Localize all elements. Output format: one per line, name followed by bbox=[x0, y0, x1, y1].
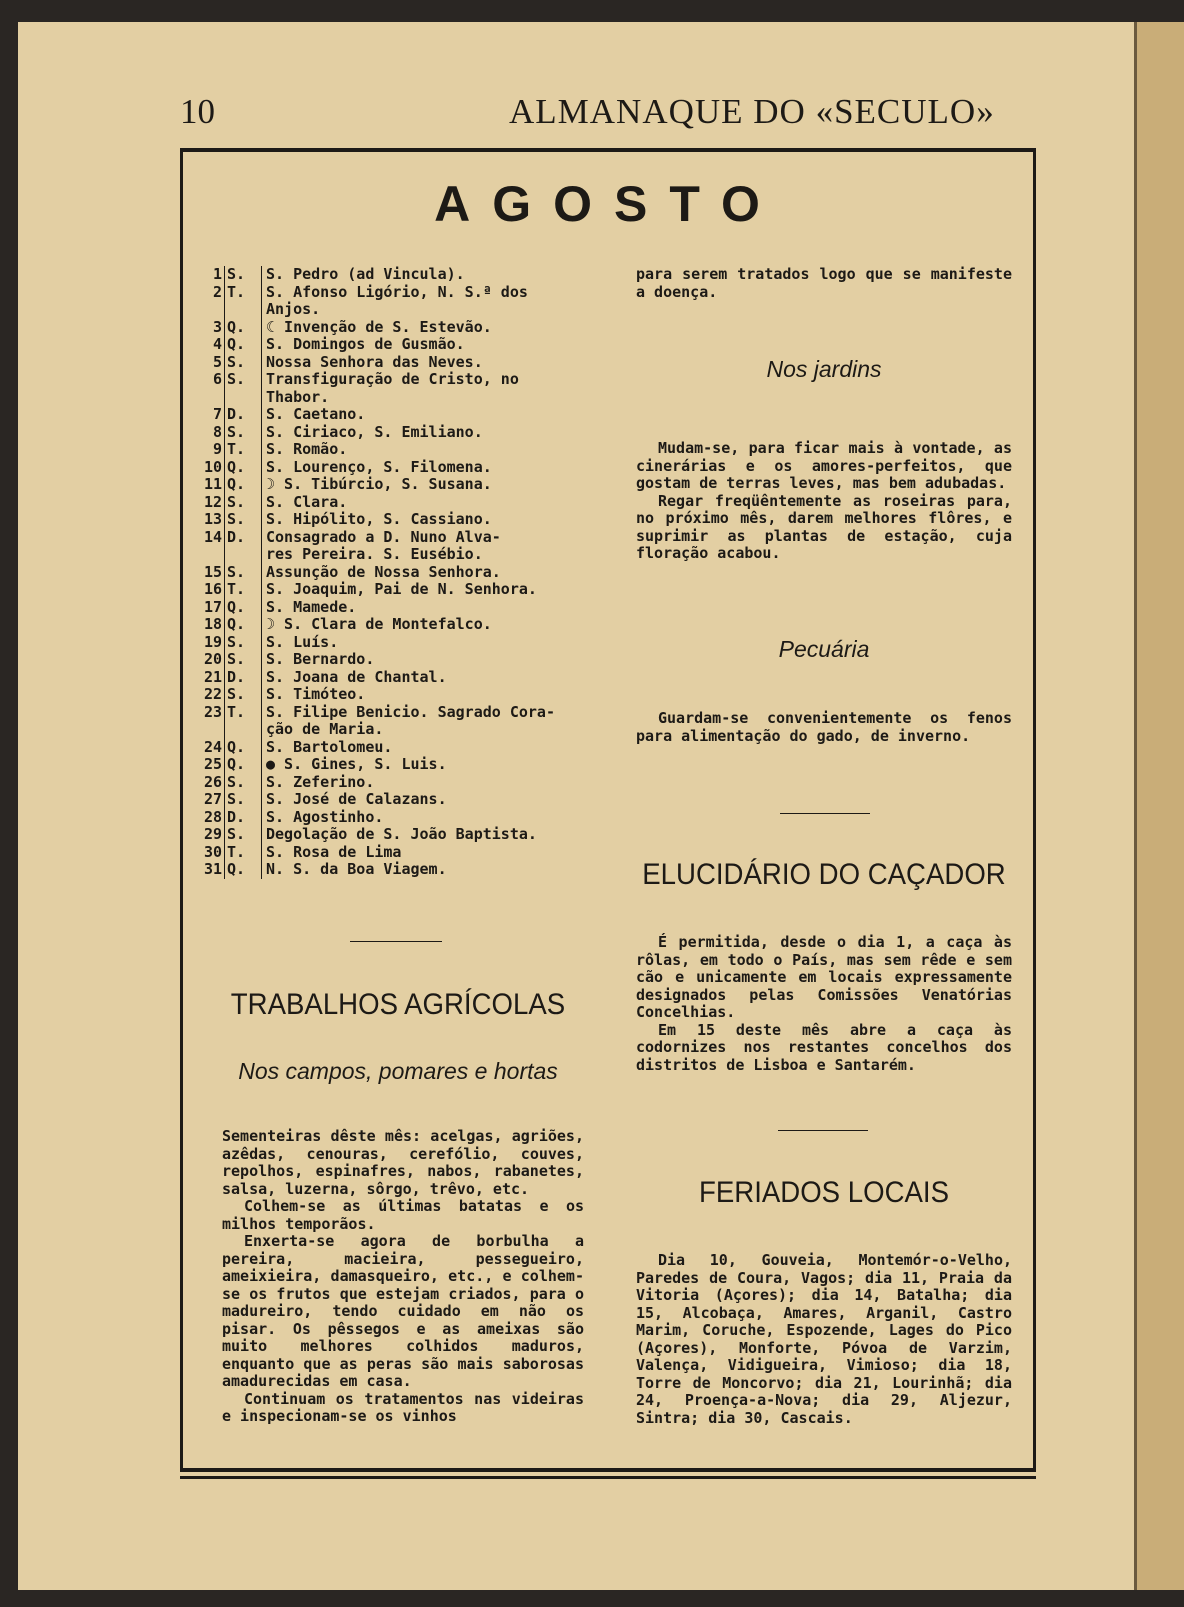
calendar-saint: S. Luís. bbox=[261, 634, 600, 652]
calendar-saint: N. S. da Boa Viagem. bbox=[261, 861, 600, 879]
calendar-day-number: 7 bbox=[212, 405, 222, 423]
calendar-saint: ☽ S. Tibúrcio, S. Susana. bbox=[261, 476, 600, 494]
calendar-row bbox=[200, 651, 600, 669]
page-number: 10 bbox=[180, 92, 215, 131]
calendar-row bbox=[200, 284, 600, 302]
cacador-heading: ELUCIDÁRIO DO CAÇADOR bbox=[642, 858, 1006, 891]
calendar-day-number: 1 bbox=[212, 265, 222, 283]
calendar-row bbox=[200, 564, 600, 582]
jardins-section bbox=[636, 440, 1012, 563]
calendar-row bbox=[200, 354, 600, 372]
running-title: ALMANAQUE DO «SECULO» bbox=[509, 92, 995, 131]
cacador-paragraph-2: Em 15 deste mês abre a caça às codornizes nos restantes concelhos dos distritos de Lisboa e Santarém. bbox=[636, 1020, 1012, 1074]
calendar-day-number: 18 bbox=[203, 615, 222, 633]
calendar-saint: S. Joaquim, Pai de N. Senhora. bbox=[261, 581, 600, 599]
jardins-heading: Nos jardins bbox=[766, 356, 882, 382]
calendar-saint: ção de Maria. bbox=[261, 721, 600, 739]
calendar-day-number: 6 bbox=[212, 370, 222, 388]
calendar-saint: S. Agostinho. bbox=[261, 809, 600, 827]
calendar-saint: Transfiguração de Cristo, no bbox=[261, 371, 600, 389]
calendar-weekday: S. bbox=[224, 791, 261, 809]
calendar-day-number: 14 bbox=[203, 527, 222, 546]
section-divider bbox=[778, 1130, 868, 1131]
calendar-row bbox=[200, 774, 600, 792]
calendar-row bbox=[200, 459, 600, 477]
calendar-day-number: 5 bbox=[212, 352, 222, 371]
calendar-weekday: D. bbox=[224, 406, 261, 424]
calendar-day-number: 4 bbox=[212, 335, 222, 353]
calendar-day-number: 12 bbox=[203, 492, 222, 511]
calendar-weekday: Q. bbox=[224, 336, 261, 354]
calendar-weekday: T. bbox=[224, 284, 261, 302]
calendar-saint: ● S. Gines, S. Luis. bbox=[261, 756, 600, 774]
calendar-saint: S. Filipe Benicio. Sagrado Cora- bbox=[261, 704, 600, 722]
calendar-saint: S. Lourenço, S. Filomena. bbox=[261, 459, 600, 477]
calendar-weekday: Q. bbox=[224, 319, 261, 337]
calendar-day-number: 31 bbox=[203, 860, 222, 878]
cacador-section bbox=[636, 934, 1012, 1074]
calendar-row bbox=[200, 371, 600, 389]
feriados-paragraph-1: Dia 10, Gouveia, Montemór-o-Velho, Paredes de Coura, Vagos; dia 11, Praia da Vitoria (Açores); dia 14, Batalha; dia 15, Alcobaça, Amares, Arganil, Castro Marim, Coruche, Espozende, Lages do Pico (Açores), Monforte, Póvoa de Varzim, Valença, Vidigueira, Vimioso; dia 18, Torre de Moncorvo; dia 21, Lourinhã; dia 24, Proença-a-Nova; dia 29, Aljezur, Sintra; dia 30, Cascais. bbox=[636, 1251, 1012, 1427]
calendar-weekday: S. bbox=[224, 266, 261, 284]
calendar-row bbox=[200, 301, 600, 319]
calendar-day-number bbox=[200, 389, 224, 407]
feriados-heading: FERIADOS LOCAIS bbox=[698, 1176, 949, 1209]
calendar-weekday: T. bbox=[224, 704, 261, 722]
calendar-day-number: 17 bbox=[203, 597, 222, 616]
calendar-weekday: Q. bbox=[224, 756, 261, 774]
calendar-weekday: S. bbox=[224, 424, 261, 442]
calendar-weekday: S. bbox=[224, 494, 261, 512]
calendar-saint: S. Caetano. bbox=[261, 406, 600, 424]
calendar-row bbox=[200, 634, 600, 652]
agricolas-paragraph-1: Sementeiras dêste mês: acelgas, agriões, azêdas, cenouras, cerefólio, couves, repolhos, espinafres, nabos, rabanetes, salsa, luzerna, sôrgo, trêvo, etc. bbox=[222, 1127, 584, 1198]
calendar-day-number bbox=[200, 546, 224, 564]
calendar-row bbox=[200, 529, 600, 547]
calendar-row bbox=[200, 844, 600, 862]
agricolas-heading: TRABALHOS AGRÍCOLAS bbox=[230, 988, 566, 1021]
calendar-weekday: S. bbox=[224, 774, 261, 792]
feriados-section bbox=[636, 1252, 1012, 1427]
agricolas-paragraph-2: Colhem-se as últimas batatas e os milhos temporãos. bbox=[222, 1197, 584, 1233]
calendar-row bbox=[200, 809, 600, 827]
calendar-row bbox=[200, 616, 600, 634]
calendar-day-number: 23 bbox=[203, 702, 222, 721]
calendar-day-number: 8 bbox=[212, 422, 222, 441]
calendar-weekday: S. bbox=[224, 511, 261, 529]
calendar-weekday: S. bbox=[224, 634, 261, 652]
calendar-weekday: Q. bbox=[224, 476, 261, 494]
calendar-saint: S. José de Calazans. bbox=[261, 791, 600, 809]
calendar-row bbox=[200, 861, 600, 879]
calendar-row bbox=[200, 266, 600, 284]
calendar-row bbox=[200, 546, 600, 564]
calendar-weekday: S. bbox=[224, 686, 261, 704]
calendar-row bbox=[200, 494, 600, 512]
calendar-row bbox=[200, 319, 600, 337]
frame-bottom-rule bbox=[180, 1468, 1036, 1479]
calendar-row bbox=[200, 721, 600, 739]
calendar-weekday: S. bbox=[224, 371, 261, 389]
calendar-row bbox=[200, 791, 600, 809]
calendar-weekday: D. bbox=[224, 809, 261, 827]
calendar-saint: S. Ciriaco, S. Emiliano. bbox=[261, 424, 600, 442]
calendar-day-number: 9 bbox=[212, 440, 222, 458]
pecuaria-section bbox=[636, 710, 1012, 745]
calendar-day-number: 11 bbox=[203, 475, 222, 493]
calendar-saint: S. Rosa de Lima bbox=[261, 844, 600, 862]
calendar-weekday: S. bbox=[224, 651, 261, 669]
agricolas-paragraph-4: Continuam os tratamentos nas videiras e inspecionam-se os vinhos bbox=[222, 1389, 584, 1425]
calendar-day-number: 20 bbox=[203, 650, 222, 668]
calendar-weekday: S. bbox=[224, 354, 261, 372]
calendar-day-number: 29 bbox=[203, 825, 222, 843]
calendar-weekday bbox=[224, 301, 261, 319]
calendar-row bbox=[200, 336, 600, 354]
calendar-saint: S. Domingos de Gusmão. bbox=[261, 336, 600, 354]
calendar-weekday: Q. bbox=[224, 739, 261, 757]
calendar-saint: Consagrado a D. Nuno Alva- bbox=[261, 529, 600, 547]
calendar-weekday: Q. bbox=[224, 599, 261, 617]
calendar-row bbox=[200, 704, 600, 722]
saints-calendar bbox=[200, 266, 600, 879]
calendar-saint: S. Afonso Ligório, N. S.ª dos bbox=[261, 284, 600, 302]
continued-paragraph: para serem tratados logo que se manifeste a doença. bbox=[636, 265, 1012, 301]
calendar-day-number: 19 bbox=[203, 632, 222, 651]
calendar-row bbox=[200, 424, 600, 442]
calendar-saint: ☾ Invenção de S. Estevão. bbox=[261, 319, 600, 337]
calendar-day-number: 16 bbox=[203, 580, 222, 598]
section-divider bbox=[350, 941, 442, 942]
calendar-row bbox=[200, 826, 600, 844]
calendar-saint: ☽ S. Clara de Montefalco. bbox=[261, 616, 600, 634]
calendar-row bbox=[200, 441, 600, 459]
calendar-row bbox=[200, 756, 600, 774]
calendar-weekday bbox=[224, 546, 261, 564]
section-divider bbox=[780, 813, 870, 814]
pecuaria-paragraph-1: Guardam-se convenientemente os fenos para alimentação do gado, de inverno. bbox=[636, 709, 1012, 745]
jardins-paragraph-1: Mudam-se, para ficar mais à vontade, as cinerárias e os amores-perfeitos, que gostam de terras leves, mas bem adubadas. bbox=[636, 439, 1012, 492]
calendar-weekday: Q. bbox=[224, 861, 261, 879]
calendar-saint: S. Clara. bbox=[261, 494, 600, 512]
calendar-day-number: 26 bbox=[203, 772, 222, 791]
calendar-saint: S. Bartolomeu. bbox=[261, 739, 600, 757]
calendar-day-number bbox=[200, 721, 224, 739]
calendar-weekday: T. bbox=[224, 441, 261, 459]
calendar-day-number: 30 bbox=[203, 842, 222, 861]
calendar-weekday: S. bbox=[224, 826, 261, 844]
agricolas-section bbox=[222, 1128, 584, 1426]
calendar-day-number: 2 bbox=[212, 282, 222, 301]
calendar-row bbox=[200, 581, 600, 599]
calendar-weekday bbox=[224, 721, 261, 739]
calendar-row bbox=[200, 669, 600, 687]
calendar-weekday: D. bbox=[224, 529, 261, 547]
calendar-day-number: 3 bbox=[212, 317, 222, 336]
calendar-row bbox=[200, 406, 600, 424]
calendar-saint: S. Timóteo. bbox=[261, 686, 600, 704]
calendar-saint: res Pereira. S. Eusébio. bbox=[261, 546, 600, 564]
calendar-day-number: 21 bbox=[203, 667, 222, 686]
calendar-day-number: 13 bbox=[203, 510, 222, 528]
agricolas-subheading: Nos campos, pomares e hortas bbox=[238, 1058, 558, 1084]
calendar-weekday: S. bbox=[224, 564, 261, 582]
calendar-day-number: 10 bbox=[203, 457, 222, 476]
calendar-saint: S. Hipólito, S. Cassiano. bbox=[261, 511, 600, 529]
calendar-day-number: 25 bbox=[203, 755, 222, 773]
calendar-weekday: D. bbox=[224, 669, 261, 687]
calendar-weekday: T. bbox=[224, 844, 261, 862]
calendar-saint: Thabor. bbox=[261, 389, 600, 407]
month-title: AGOSTO bbox=[434, 176, 782, 232]
calendar-row bbox=[200, 599, 600, 617]
calendar-row bbox=[200, 686, 600, 704]
calendar-saint: Anjos. bbox=[261, 301, 600, 319]
calendar-saint: S. Romão. bbox=[261, 441, 600, 459]
calendar-saint: Assunção de Nossa Senhora. bbox=[261, 564, 600, 582]
calendar-day-number: 22 bbox=[203, 685, 222, 703]
calendar-saint: S. Pedro (ad Vincula). bbox=[261, 266, 600, 284]
calendar-weekday bbox=[224, 389, 261, 407]
calendar-row bbox=[200, 739, 600, 757]
calendar-saint: S. Mamede. bbox=[261, 599, 600, 617]
calendar-saint: S. Zeferino. bbox=[261, 774, 600, 792]
right-top-text bbox=[636, 266, 1012, 301]
page-gutter bbox=[1134, 22, 1184, 1590]
calendar-row bbox=[200, 476, 600, 494]
agricolas-paragraph-3: Enxerta-se agora de borbulha a pereira, macieira, pessegueiro, ameixieira, damasqueiro, etc., e colhem-se os frutos que estejam criados, para o madureiro, tendo cuidado em não os pisar. Os pêssegos e as ameixas são muito melhores colhidos maduros, enquanto que as peras são mais saborosas amadurecidas em casa. bbox=[222, 1232, 584, 1390]
pecuaria-heading: Pecuária bbox=[778, 636, 870, 662]
calendar-saint: S. Bernardo. bbox=[261, 651, 600, 669]
calendar-day-number: 27 bbox=[203, 790, 222, 808]
calendar-row bbox=[200, 511, 600, 529]
jardins-paragraph-2: Regar freqüêntemente as roseiras para, no próximo mês, darem melhores flôres, e suprimir as plantas de estação, cuja floração acabou. bbox=[636, 491, 1012, 562]
calendar-weekday: Q. bbox=[224, 459, 261, 477]
cacador-paragraph-1: É permitida, desde o dia 1, a caça às rôlas, em todo o País, mas sem rêde e sem cão e unicamente em locais expressamente designados pelas Comissões Venatórias Concelhias. bbox=[636, 933, 1012, 1021]
calendar-saint: Nossa Senhora das Neves. bbox=[261, 354, 600, 372]
calendar-weekday: Q. bbox=[224, 616, 261, 634]
calendar-row bbox=[200, 389, 600, 407]
calendar-day-number: 28 bbox=[203, 807, 222, 826]
calendar-day-number: 15 bbox=[203, 562, 222, 581]
calendar-weekday: T. bbox=[224, 581, 261, 599]
calendar-saint: Degolação de S. João Baptista. bbox=[261, 826, 600, 844]
calendar-day-number: 24 bbox=[203, 737, 222, 756]
page-header bbox=[0, 92, 1130, 132]
calendar-day-number bbox=[200, 301, 224, 319]
calendar-saint: S. Joana de Chantal. bbox=[261, 669, 600, 687]
